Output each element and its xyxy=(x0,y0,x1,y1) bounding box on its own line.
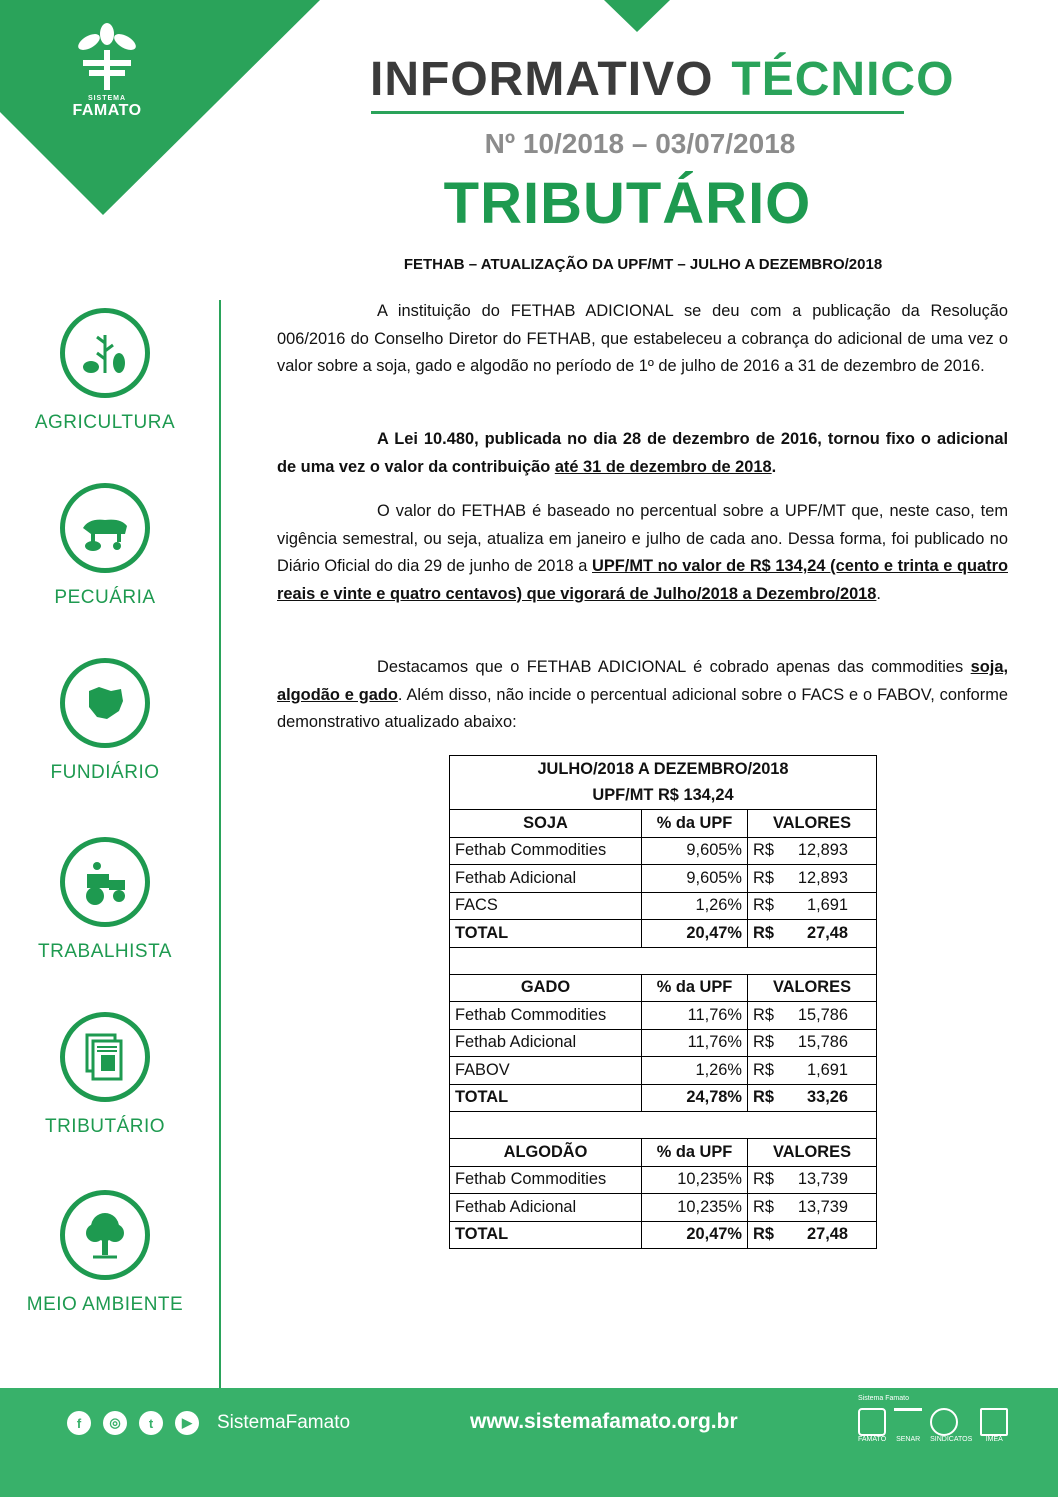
sidebar-label: TRIBUTÁRIO xyxy=(44,1116,166,1137)
table-row xyxy=(450,1002,877,1030)
row-pct: 9,605% xyxy=(642,837,748,865)
total-pct: 20,47% xyxy=(642,1221,748,1249)
paragraph-4-end: . Além disso, não incide o percentual adicional sobre o FACS e o FABOV, conforme demonstrativo atualizado abaixo: xyxy=(277,685,1008,731)
row-value: 15,786 xyxy=(797,1005,848,1024)
footer-social xyxy=(67,1411,350,1435)
table-row xyxy=(450,837,877,865)
total-pct: 24,78% xyxy=(642,1084,748,1112)
total-label: TOTAL xyxy=(450,1221,642,1249)
currency: R$ xyxy=(753,1170,774,1189)
table-section-header xyxy=(450,810,877,838)
footer-partner-logos xyxy=(858,1395,1008,1443)
table-total-row xyxy=(450,1221,877,1249)
sidebar-item-trabalhista xyxy=(20,837,190,963)
title-underline xyxy=(371,111,904,114)
col-pct-header: % da UPF xyxy=(642,1139,748,1167)
sidebar-divider xyxy=(219,300,221,1390)
section-name: SOJA xyxy=(450,810,642,838)
currency: R$ xyxy=(753,1060,774,1079)
row-label: Fethab Adicional xyxy=(450,1029,642,1057)
logo-subtitle: SISTEMA xyxy=(87,95,127,102)
header-corner-triangle xyxy=(0,0,330,220)
famato-leaf-icon xyxy=(67,20,147,90)
row-label: FABOV xyxy=(450,1057,642,1085)
table-spacer xyxy=(450,947,877,974)
table-row xyxy=(450,1029,877,1057)
senar-logo: SENAR xyxy=(894,1408,922,1443)
header-top-notch xyxy=(604,0,674,34)
sidebar-label: MEIO AMBIENTE xyxy=(26,1294,184,1315)
section-name: ALGODÃO xyxy=(450,1139,642,1167)
row-value: 1,691 xyxy=(806,1060,848,1079)
table-row xyxy=(450,1166,877,1194)
sidebar-label: AGRICULTURA xyxy=(34,412,176,433)
currency: R$ xyxy=(753,841,774,860)
fethab-table xyxy=(449,755,877,1249)
row-value: 13,739 xyxy=(797,1170,848,1189)
issue-number: Nº 10/2018 – 03/07/2018 xyxy=(484,128,796,159)
col-val-header: VALORES xyxy=(748,1139,877,1167)
sidebar-label: TRABALHISTA xyxy=(38,941,172,962)
agriculture-icon xyxy=(60,308,150,398)
paragraph-3-end: . xyxy=(876,584,881,603)
table-total-row xyxy=(450,1084,877,1112)
currency: R$ xyxy=(753,1088,774,1107)
total-label: TOTAL xyxy=(450,1084,642,1112)
row-label: FACS xyxy=(450,892,642,920)
sidebar-item-tributario xyxy=(20,1012,190,1138)
col-pct-header: % da UPF xyxy=(642,810,748,838)
paragraph-2 xyxy=(277,426,1008,481)
total-label: TOTAL xyxy=(450,920,642,948)
table-row xyxy=(450,1194,877,1222)
row-value: 15,786 xyxy=(797,1033,848,1052)
sidebar-item-fundiario xyxy=(20,658,190,784)
paragraph-4 xyxy=(277,654,1008,737)
paragraph-3 xyxy=(277,498,1008,608)
footer-website-link[interactable]: www.sistemafamato.org.br xyxy=(470,1410,738,1433)
row-value: 12,893 xyxy=(797,841,848,860)
paragraph-1 xyxy=(277,298,1008,381)
row-value: 1,691 xyxy=(806,896,848,915)
paragraph-3-text: O valor do FETHAB é baseado no percentual sobre a UPF/MT que, neste caso, tem vigência semestral, ou seja, atualiza em janeiro e julho de cada ano. Dessa forma, foi publicado no Diário Oficial do dia 29 de junho de 2018 a xyxy=(277,502,1008,575)
row-pct: 11,76% xyxy=(642,1002,748,1030)
row-pct: 10,235% xyxy=(642,1194,748,1222)
social-handle[interactable]: SistemaFamato xyxy=(217,1412,351,1433)
sidebar-label: PECUÁRIA xyxy=(54,587,156,608)
paragraph-4-text: Destacamos que o FETHAB ADICIONAL é cobrado apenas das commodities xyxy=(377,658,964,676)
section-name: GADO xyxy=(450,974,642,1002)
table-section-header xyxy=(450,1139,877,1167)
article-subject: FETHAB – ATUALIZAÇÃO DA UPF/MT – JULHO A DEZEMBRO/2018 xyxy=(403,256,883,273)
tractor-icon xyxy=(60,837,150,927)
currency: R$ xyxy=(753,1225,774,1244)
currency: R$ xyxy=(753,1197,774,1216)
total-value: 27,48 xyxy=(806,1225,848,1244)
famato-logo xyxy=(52,20,162,120)
table-row xyxy=(450,1057,877,1085)
currency: R$ xyxy=(753,1005,774,1024)
row-label: Fethab Adicional xyxy=(450,1194,642,1222)
row-label: Fethab Commodities xyxy=(450,837,642,865)
table-row xyxy=(450,892,877,920)
table-total-row xyxy=(450,920,877,948)
row-pct: 10,235% xyxy=(642,1166,748,1194)
paragraph-2-underlined: até 31 de dezembro de 2018 xyxy=(554,457,772,476)
row-label: Fethab Commodities xyxy=(450,1166,642,1194)
tree-icon xyxy=(60,1190,150,1280)
total-value: 27,48 xyxy=(806,923,848,942)
total-value: 33,26 xyxy=(806,1088,848,1107)
documents-icon xyxy=(60,1012,150,1102)
row-value: 12,893 xyxy=(797,868,848,887)
sidebar-item-agricultura xyxy=(20,308,190,434)
land-map-icon xyxy=(60,658,150,748)
twitter-icon[interactable]: t xyxy=(139,1411,163,1435)
livestock-icon xyxy=(60,483,150,573)
total-pct: 20,47% xyxy=(642,920,748,948)
title-part2: TÉCNICO xyxy=(731,53,955,106)
table-section-header xyxy=(450,974,877,1002)
paragraph-1-text: A instituição do FETHAB ADICIONAL se deu com a publicação da Resolução 006/2016 do Conselho Diretor do FETHAB, que estabeleceu a cobrança do adicional de uma vez o valor sobre a soja, gado e algodão no período de 1º de julho de 2016 a 31 de dezembro de 2016. xyxy=(277,302,1008,375)
paragraph-4-underlined: soja, algodão e gado xyxy=(277,658,1008,704)
paragraph-2-end: . xyxy=(771,457,777,476)
page-title xyxy=(370,52,954,107)
youtube-icon[interactable]: ▶ xyxy=(175,1411,199,1435)
row-pct: 9,605% xyxy=(642,865,748,893)
currency: R$ xyxy=(753,896,774,915)
col-pct-header: % da UPF xyxy=(642,974,748,1002)
title-part1: INFORMATIVO xyxy=(370,53,714,106)
row-value: 13,739 xyxy=(797,1197,848,1216)
paragraph-3-underlined: UPF/MT no valor de R$ 134,24 (cento e trinta e quatro reais e vinte e quatro centavos) que vigorará de Julho/2018 a Dezembro/2018 xyxy=(277,557,1008,603)
sidebar-label: FUNDIÁRIO xyxy=(50,762,160,783)
sidebar-item-meio-ambiente xyxy=(20,1190,190,1316)
currency: R$ xyxy=(753,1033,774,1052)
logo-name: FAMATO xyxy=(72,102,142,119)
instagram-icon[interactable]: ◎ xyxy=(103,1411,127,1435)
table-spacer xyxy=(450,1112,877,1139)
table-title: JULHO/2018 A DEZEMBRO/2018 xyxy=(450,756,877,783)
currency: R$ xyxy=(753,868,774,887)
row-label: Fethab Adicional xyxy=(450,865,642,893)
row-pct: 1,26% xyxy=(642,892,748,920)
table-subtitle: UPF/MT R$ 134,24 xyxy=(450,783,877,810)
partner-logos-caption: Sistema Famato xyxy=(858,1395,909,1402)
paragraph-2-bold: A Lei 10.480, publicada no dia 28 de dezembro de 2016, tornou fixo o adicional de uma vez o valor da contribuição xyxy=(277,430,1008,476)
sidebar-item-pecuaria xyxy=(20,483,190,609)
row-pct: 1,26% xyxy=(642,1057,748,1085)
facebook-icon[interactable]: f xyxy=(67,1411,91,1435)
col-val-header: VALORES xyxy=(748,810,877,838)
col-val-header: VALORES xyxy=(748,974,877,1002)
category-title: TRIBUTÁRIO xyxy=(443,171,812,236)
imea-logo: IMEA xyxy=(980,1408,1008,1443)
row-pct: 11,76% xyxy=(642,1029,748,1057)
row-label: Fethab Commodities xyxy=(450,1002,642,1030)
sindicatos-logo: SINDICATOS xyxy=(930,1408,972,1443)
currency: R$ xyxy=(753,923,774,942)
table-row xyxy=(450,865,877,893)
famato-small-logo: FAMATO xyxy=(858,1408,886,1443)
